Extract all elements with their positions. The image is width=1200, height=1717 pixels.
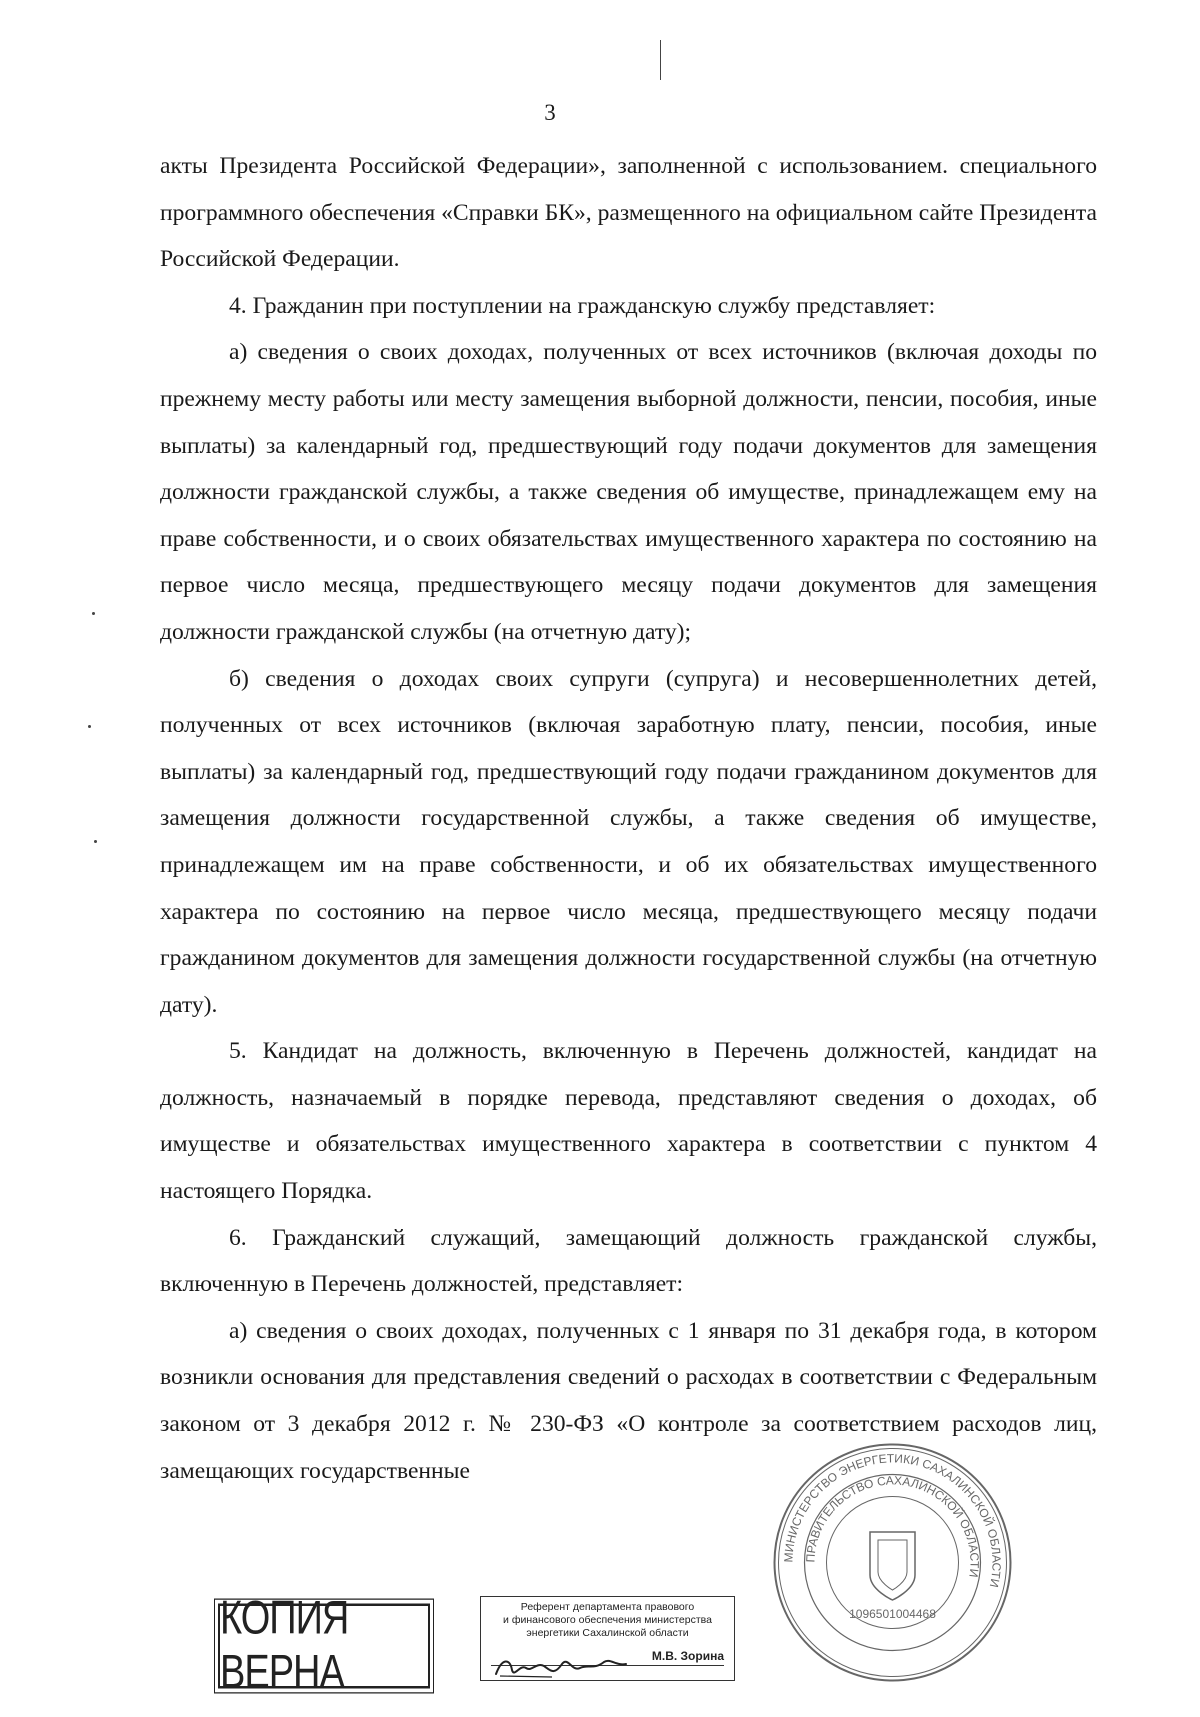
paragraph-6: 6. Гражданский служащий, замещающий должность гражданской службы, включенную в Перечень должностей, представляет:	[160, 1224, 1097, 1298]
referent-line-3: энергетики Сахалинской области	[526, 1627, 689, 1639]
seal-inner-text: ПРАВИТЕЛЬСТВО САХАЛИНСКОЙ ОБЛАСТИ	[803, 1473, 982, 1579]
paragraph-continuation: акты Президента Российской Федерации», заполненной с использованием. специального программного обеспечения «Справки БК», размещенного на официальном сайте Президента Российской Федерации.	[160, 153, 1097, 273]
referent-line-2: и финансового обеспечения министерства	[503, 1614, 712, 1626]
paragraph-6a: а) сведения о своих доходах, полученных с 1 января по 31 декабря года, в котором возникли основания для представления сведений о расходах в соответствии с Федеральным законом от 3 декабря 2012 г. № 230-ФЗ «О контроле за соответствием расходов лиц, замещающих государственные	[160, 1317, 1097, 1484]
document-body	[160, 143, 1097, 1494]
paragraph-4: 4. Гражданин при поступлении на гражданскую службу представляет:	[229, 292, 936, 319]
seal-ring-text: МИНИСТЕРСТВО ЭНЕРГЕТИКИ САХАЛИНСКОЙ ОБЛАСТИ	[781, 1451, 1004, 1589]
handwritten-signature	[492, 1650, 632, 1682]
referent-name: М.В. Зорина	[651, 1649, 724, 1663]
seal-registration-number: 1096501004468	[849, 1607, 936, 1621]
page-number: 3	[544, 100, 556, 125]
official-seal	[770, 1440, 1015, 1685]
paragraph-5: 5. Кандидат на должность, включенную в Перечень должностей, кандидат на должность, назначаемый в порядке перевода, представляют сведения о доходах, об имуществе и обязательствах имущественного характера в соответствии с пунктом 4 настоящего Порядка.	[160, 1038, 1097, 1205]
copy-certified-stamp: КОПИЯ ВЕРНА	[218, 1604, 430, 1689]
referent-line-1: Референт департамента правового	[520, 1601, 695, 1613]
paragraph-4b: б) сведения о доходах своих супруги (супруга) и несовершеннолетних детей, полученных от всех источников (включая заработную плату, пенсии, пособия, иные выплаты) за календарный год, предшествующий году подачи гражданином документов для замещения должности государственной службы, а также сведения об имуществе, принадлежащем им на праве собственности, и об их обязательствах имущественного характера по состоянию на первое число месяца, предшествующего месяцу подачи гражданином документов для замещения должности государственной службы (на отчетную дату).	[160, 665, 1097, 1018]
paragraph-4a: а) сведения о своих доходах, полученных от всех источников (включая доходы по прежнему месту работы или месту замещения выборной должности, пенсии, пособия, иные выплаты) за календарный год, предшествующий году подачи документов для замещения должности гражданской службы, а также сведения об имуществе, принадлежащем ему на праве собственности, и о своих обязательствах имущественного характера по состоянию на первое число месяца, предшествующего месяцу подачи документов для замещения должности гражданской службы (на отчетную дату);	[160, 339, 1097, 645]
